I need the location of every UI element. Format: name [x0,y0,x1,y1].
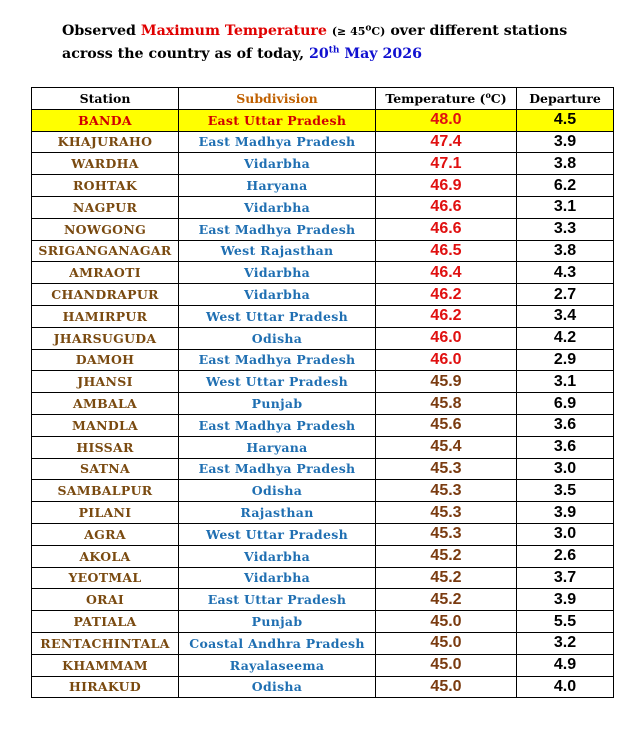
subdivision-cell: East Uttar Pradesh [179,109,376,131]
subdivision-cell: Vidarbha [179,196,376,218]
departure-cell: 2.9 [517,349,614,371]
header-departure: Departure [517,88,614,110]
subdivision-cell: West Uttar Pradesh [179,371,376,393]
departure-cell: 3.6 [517,436,614,458]
subdivision-cell: West Uttar Pradesh [179,523,376,545]
subdivision-cell: East Madhya Pradesh [179,218,376,240]
station-cell: JHANSI [32,371,179,393]
departure-cell: 3.9 [517,589,614,611]
temperature-cell: 45.0 [376,632,517,654]
station-cell: SAMBALPUR [32,480,179,502]
subdivision-cell: East Madhya Pradesh [179,414,376,436]
station-cell: SRIGANGANAGAR [32,240,179,262]
title-date: 20th May 2026 [308,45,422,62]
table-row [32,371,614,393]
temperature-cell: 46.2 [376,305,517,327]
departure-cell: 3.8 [517,240,614,262]
table-row [32,654,614,676]
departure-cell: 3.1 [517,196,614,218]
temperature-cell: 46.0 [376,349,517,371]
station-cell: AKOLA [32,545,179,567]
station-cell: AGRA [32,523,179,545]
departure-cell: 3.0 [517,523,614,545]
subdivision-cell: West Rajasthan [179,240,376,262]
temperature-table [31,87,614,698]
table-row [32,131,614,153]
table-row [32,567,614,589]
header-temperature: Temperature ($^o$C) [376,88,517,110]
temperature-cell: 47.1 [376,153,517,175]
station-cell: NOWGONG [32,218,179,240]
subdivision-cell: Coastal Andhra Pradesh [179,632,376,654]
subdivision-cell: Punjab [179,393,376,415]
title-text-rest: over different stations across the country as of today, [62,23,568,62]
table-row [32,262,614,284]
table-row [32,502,614,524]
table-row [32,414,614,436]
header-station: Station [32,88,179,110]
temperature-cell: 46.4 [376,262,517,284]
station-cell: BANDA [32,109,179,131]
station-cell: AMRAOTI [32,262,179,284]
table-row [32,632,614,654]
station-cell: YEOTMAL [32,567,179,589]
table-row [32,523,614,545]
departure-cell: 4.5 [517,109,614,131]
departure-cell: 3.0 [517,458,614,480]
station-cell: RENTACHINTALA [32,632,179,654]
temperature-cell: 45.4 [376,436,517,458]
temperature-cell: 45.6 [376,414,517,436]
title-text-start: Observed [62,23,141,39]
station-cell: NAGPUR [32,196,179,218]
departure-cell: 3.4 [517,305,614,327]
station-cell: HIRAKUD [32,676,179,698]
table-body [32,109,614,698]
temperature-cell: 45.0 [376,611,517,633]
subdivision-cell: Odisha [179,676,376,698]
table-row [32,349,614,371]
departure-cell: 4.0 [517,676,614,698]
temperature-cell: 45.3 [376,458,517,480]
subdivision-cell: Rayalaseema [179,654,376,676]
station-cell: DAMOH [32,349,179,371]
subdivision-cell: Rajasthan [179,502,376,524]
table-row [32,327,614,349]
table-row [32,109,614,131]
table-row [32,393,614,415]
departure-cell: 3.2 [517,632,614,654]
station-cell: CHANDRAPUR [32,284,179,306]
temperature-cell: 46.6 [376,218,517,240]
departure-cell: 3.6 [517,414,614,436]
temperature-cell: 45.3 [376,523,517,545]
subdivision-cell: East Madhya Pradesh [179,131,376,153]
departure-cell: 6.2 [517,175,614,197]
title-condition: (≥ $45^oC$) [331,23,386,38]
departure-cell: 3.8 [517,153,614,175]
departure-cell: 5.5 [517,611,614,633]
departure-cell: 3.5 [517,480,614,502]
departure-cell: 2.6 [517,545,614,567]
departure-cell: 4.3 [517,262,614,284]
subdivision-cell: East Madhya Pradesh [179,458,376,480]
temperature-cell: 45.0 [376,654,517,676]
temperature-cell: 45.2 [376,567,517,589]
station-cell: AMBALA [32,393,179,415]
subdivision-cell: East Madhya Pradesh [179,349,376,371]
station-cell: PILANI [32,502,179,524]
station-cell: JHARSUGUDA [32,327,179,349]
header-subdivision: Subdivision [179,88,376,110]
station-cell: SATNA [32,458,179,480]
temperature-cell: 45.9 [376,371,517,393]
subdivision-cell: Odisha [179,480,376,502]
subdivision-cell: Vidarbha [179,567,376,589]
station-cell: WARDHA [32,153,179,175]
temperature-cell: 46.2 [376,284,517,306]
table-row [32,480,614,502]
title-highlight: Maximum Temperature [140,23,327,39]
table-row [32,284,614,306]
station-cell: ORAI [32,589,179,611]
subdivision-cell: Vidarbha [179,153,376,175]
temperature-cell: 45.0 [376,676,517,698]
table-row [32,240,614,262]
temperature-cell: 48.0 [376,109,517,131]
subdivision-cell: Haryana [179,175,376,197]
temperature-cell: 45.2 [376,545,517,567]
subdivision-cell: Vidarbha [179,284,376,306]
departure-cell: 3.9 [517,502,614,524]
departure-cell: 3.3 [517,218,614,240]
subdivision-cell: Haryana [179,436,376,458]
departure-cell: 3.1 [517,371,614,393]
table-row [32,436,614,458]
table-row [32,305,614,327]
table-row [32,218,614,240]
temperature-cell: 46.0 [376,327,517,349]
departure-cell: 6.9 [517,393,614,415]
table-row [32,153,614,175]
temperature-cell: 46.6 [376,196,517,218]
departure-cell: 3.7 [517,567,614,589]
subdivision-cell: Odisha [179,327,376,349]
departure-cell: 3.9 [517,131,614,153]
departure-cell: 4.9 [517,654,614,676]
departure-cell: 4.2 [517,327,614,349]
table-row [32,589,614,611]
temperature-cell: 45.8 [376,393,517,415]
subdivision-cell: Punjab [179,611,376,633]
temperature-cell: 45.3 [376,502,517,524]
subdivision-cell: East Uttar Pradesh [179,589,376,611]
station-cell: KHAMMAM [32,654,179,676]
table-row [32,611,614,633]
station-cell: HISSAR [32,436,179,458]
report-title [62,20,602,65]
station-cell: HAMIRPUR [32,305,179,327]
table-row [32,175,614,197]
station-cell: KHAJURAHO [32,131,179,153]
temperature-cell: 47.4 [376,131,517,153]
temperature-cell: 46.9 [376,175,517,197]
departure-cell: 2.7 [517,284,614,306]
station-cell: ROHTAK [32,175,179,197]
subdivision-cell: Vidarbha [179,262,376,284]
station-cell: PATIALA [32,611,179,633]
table-header-row [32,88,614,110]
temperature-cell: 45.3 [376,480,517,502]
table-row [32,196,614,218]
temperature-cell: 46.5 [376,240,517,262]
subdivision-cell: Vidarbha [179,545,376,567]
station-cell: MANDLA [32,414,179,436]
temperature-cell: 45.2 [376,589,517,611]
subdivision-cell: West Uttar Pradesh [179,305,376,327]
table-row [32,458,614,480]
table-row [32,676,614,698]
table-row [32,545,614,567]
